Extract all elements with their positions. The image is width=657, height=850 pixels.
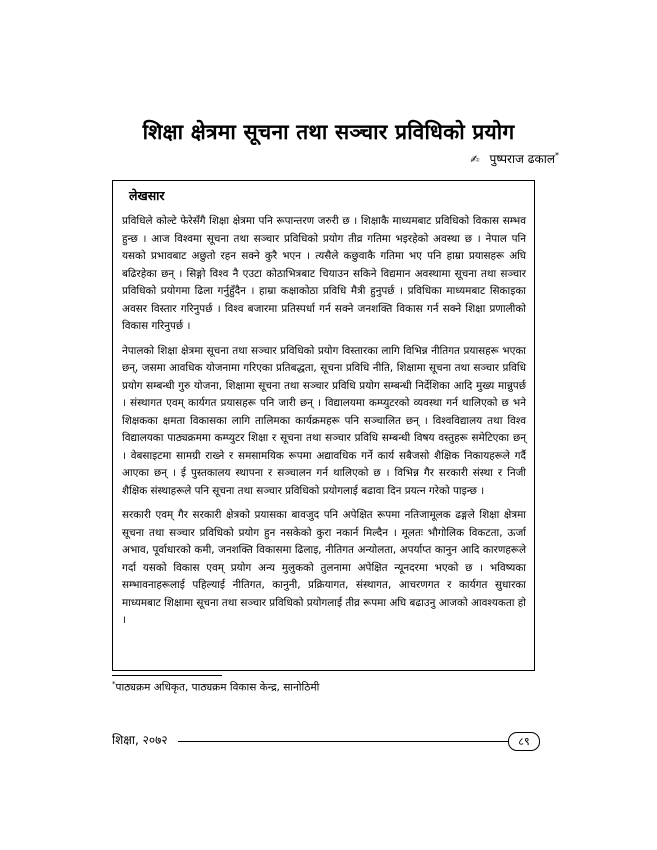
author-line <box>470 150 559 167</box>
footnote <box>112 680 319 695</box>
footer-journal: शिक्षा, २०७२ <box>112 733 168 747</box>
article-title: शिक्षा क्षेत्रमा सूचना तथा सञ्चार प्रविधिको प्रयोग <box>142 120 515 144</box>
footer-rule <box>178 741 508 742</box>
pen-icon: ✍ <box>470 153 480 166</box>
abstract-heading: लेखसार <box>129 188 165 203</box>
page-number: ८९ <box>508 732 540 751</box>
author-footnote-mark: * <box>555 151 559 160</box>
footnote-divider <box>112 675 222 676</box>
abstract-box <box>112 180 535 671</box>
footnote-mark: * <box>112 680 116 688</box>
abstract-paragraph-3: सरकारी एवम् गैर सरकारी क्षेत्रको प्रयासका बावजुद पनि अपेक्षित रूपमा नतिजामूलक ढङ्गले शिक्षा क्षेत्रमा सूचना तथा सञ्चार प्रविधिको प्रयोग हुन नसकेको कुरा नकार्न मिल्दैन । मूलतः भौगोलिक विकटता, ऊर्जा अभाव, पूर्वाधारको कमी, जनशक्ति विकासमा ढिलाइ, नीतिगत अन्योलता, अपर्याप्त कानुन आदि कारणहरूले गर्दा यसको विकास एवम् प्रयोग अन्य मुलुकको तुलनामा अपेक्षित न्यूनदरमा भएको छ । भविष्यका सम्भावनाहरूलाई पहिल्याई नीतिगत, कानुनी, प्रक्रियागत, संस्थागत, आचरणगत र कार्यगत सुधारका माध्यमबाट शिक्षामा सूचना तथा सञ्चार प्रविधिको प्रयोगलाई तीव्र रूपमा अघि बढाउनु आजको आवश्यकता हो । <box>122 509 526 626</box>
abstract-paragraph-2: नेपालको शिक्षा क्षेत्रमा सूचना तथा सञ्चार प्रविधिको प्रयोग विस्तारका लागि विभिन्न नीतिगत प्रयासहरू भएका छन्, जसमा आवधिक योजनामा गरिएका प्रतिबद्धता, सूचना प्रविधि नीति, शिक्षामा सूचना तथा सञ्चार प्रविधि प्रयोग सम्बन्धी गुरु योजना, शिक्षामा सूचना तथा सञ्चार प्रविधि प्रयोग सम्बन्धी निर्देशिका आदि मुख्य मान्नुपर्छ । संस्थागत एवम् कार्यगत प्रयासहरू पनि जारी छन् । विद्यालयमा कम्प्युटरको व्यवस्था गर्न थालिएको छ भने शिक्षकका क्षमता विकासका लागि तालिमका कार्यक्रमहरू पनि सञ्चालित छन् । विश्वविद्यालय तथा विश्व विद्यालयका पाठ्यक्रममा कम्प्युटर शिक्षा र सूचना तथा सञ्चार प्रविधि सम्बन्धी विषय वस्तुहरू समेटिएका छन् । वेबसाइटमा सामग्री राख्ने र समसामयिक रूपमा अद्यावधिक गर्ने कार्य सबैजसो शैक्षिक निकायहरूले गर्दै आएका छन् । ई पुस्तकालय स्थापना र सञ्चालन गर्न थालिएको छ । विभिन्न गैर सरकारी संस्था र निजी शैक्षिक संस्थाहरूले पनि सूचना तथा सञ्चार प्रविधिको प्रयोगलाई बढावा दिन प्रयत्न गरेको पाइन्छ । <box>122 344 526 497</box>
footnote-text: पाठ्यक्रम अधिकृत, पाठ्यक्रम विकास केन्द्र, सानोठिमी <box>115 681 320 694</box>
author-name: पुष्पराज ढकाल <box>489 152 555 166</box>
abstract-paragraph-1: प्रविधिले कोल्टे फेरेसँगै शिक्षा क्षेत्रमा पनि रूपान्तरण जरुरी छ । शिक्षाकै माध्यमबाट प्रविधिको विकास सम्भव हुन्छ । आज विश्वमा सूचना तथा सञ्चार प्रविधिको प्रयोग तीव्र गतिमा भइरहेको अवस्था छ । नेपाल पनि यसको प्रभावबाट अछुतो रहन सक्ने कुरै भएन । त्यसैले कछुवाकै गतिमा भए पनि हाम्रा प्रयासहरू अघि बढिरहेका छन् । सिङ्गो विश्व नै एउटा कोठाभित्रबाट चियाउन सकिने विद्यमान अवस्थामा सूचना तथा सञ्चार प्रविधिको प्रयोगमा ढिला गर्नुहुँदैन । हाम्रा कक्षाकोठा प्रविधि मैत्री हुनुपर्छ । प्रविधिका माध्यमबाट सिकाइका अवसर विस्तार गरिनुपर्छ । विश्व बजारमा प्रतिस्पर्धा गर्न सक्ने जनशक्ति विकास गर्न सक्ने शिक्षा प्रणालीको विकास गरिनुपर्छ । <box>122 215 526 332</box>
